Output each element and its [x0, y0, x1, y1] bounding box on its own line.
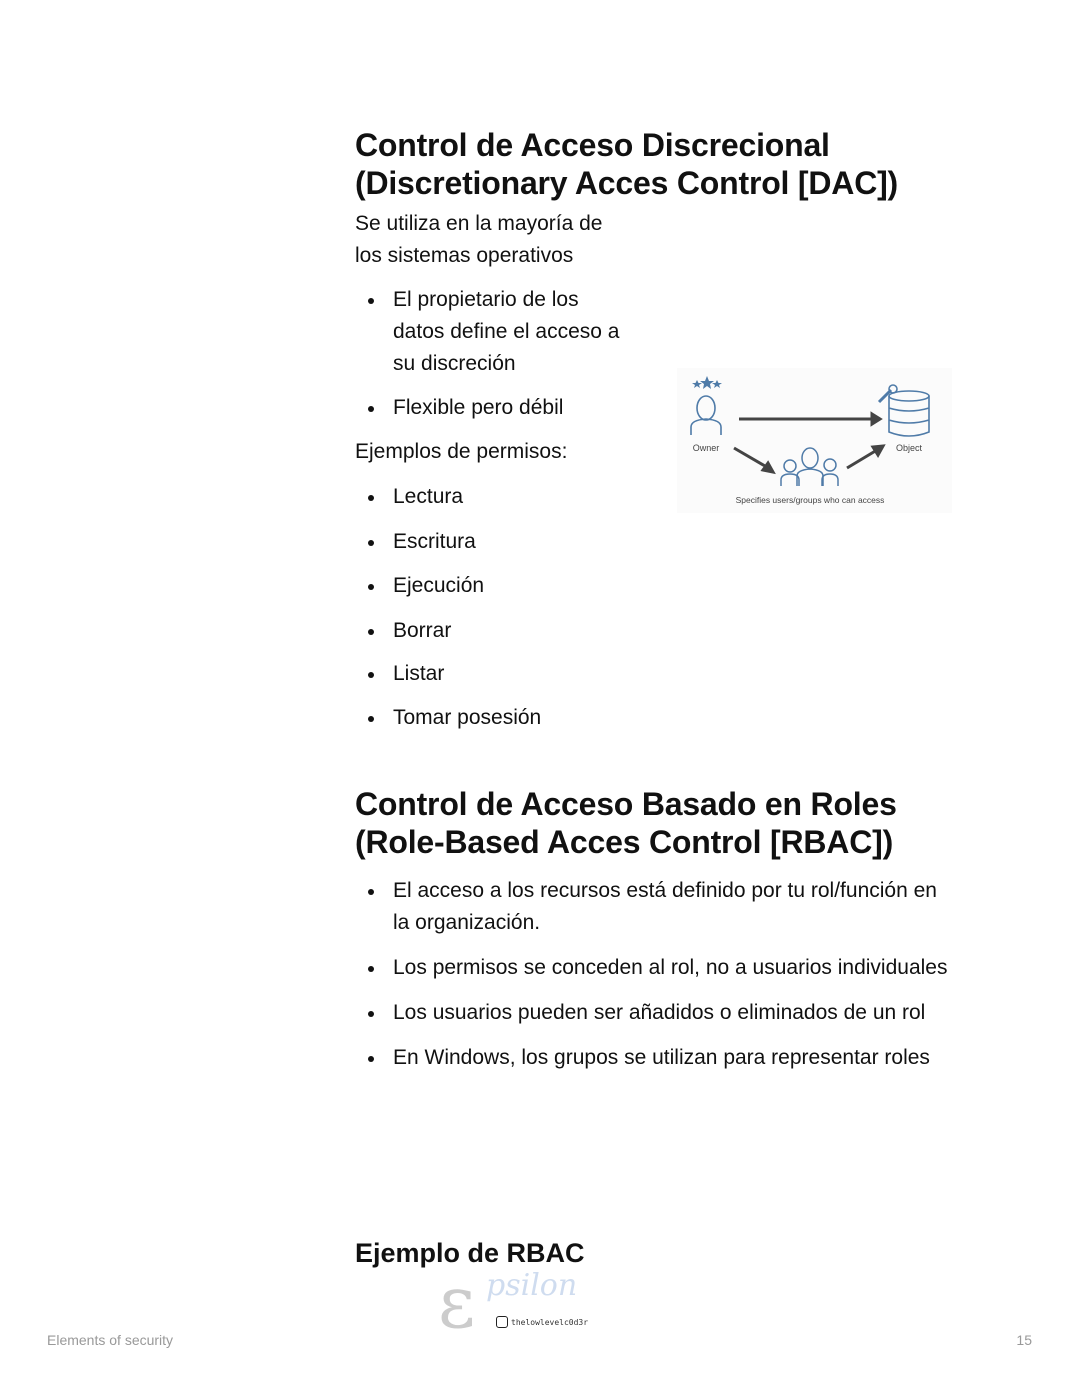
dac-diagram [677, 368, 952, 513]
rbac-title [355, 785, 975, 861]
examples-label: Ejemplos de permisos: [355, 440, 568, 463]
list-item: El propietario de los datos define el acceso a su discreción [355, 284, 630, 380]
list-item: Lectura [355, 481, 975, 513]
page-number: 15 [1016, 1332, 1032, 1348]
dac-title-line2: (Discretionary Acces Control [DAC]) [355, 165, 899, 201]
list-item: Tomar posesión [355, 702, 975, 734]
list-item: El acceso a los recursos está definido por tu rol/función en la organización. [355, 875, 955, 939]
dac-diagram-svg [677, 368, 952, 513]
arrows [734, 414, 883, 472]
list-item: Borrar [355, 615, 975, 647]
rbac-bullets [355, 875, 955, 1074]
dac-bullets [355, 284, 630, 424]
rbac-example-heading: Ejemplo de RBAC [355, 1238, 585, 1268]
stars-icon [692, 376, 722, 389]
watermark-handle-row [496, 1316, 588, 1328]
rbac-section [355, 785, 975, 1074]
rbac-title-line1: Control de Acceso Basado en Roles [355, 786, 897, 822]
object-label: Object [895, 443, 923, 453]
owner-label: Owner [692, 443, 720, 453]
list-item: Flexible pero débil [355, 392, 630, 424]
list-item: Los permisos se conceden al rol, no a usuarios individuales [355, 952, 955, 984]
diagram-caption: Specifies users/groups who can access [735, 495, 885, 505]
instagram-icon [496, 1316, 508, 1328]
permissions-list [355, 481, 975, 734]
list-item: Ejecución [355, 570, 975, 602]
watermark-epsilon-glyph: ε [438, 1260, 476, 1344]
dac-title-line1: Control de Acceso Discrecional [355, 127, 830, 163]
dac-title [355, 126, 975, 202]
list-item: En Windows, los grupos se utilizan para representar roles [355, 1042, 955, 1074]
owner-icon [691, 396, 721, 435]
footer-title: Elements of security [47, 1332, 174, 1348]
watermark [438, 1260, 598, 1344]
watermark-handle: thelowlevelc0d3r [511, 1317, 589, 1327]
dac-intro: Se utiliza en la mayoría de los sistemas operativos [355, 212, 603, 267]
list-item: Los usuarios pueden ser añadidos o eliminados de un rol [355, 997, 955, 1029]
object-database-icon [879, 385, 929, 436]
users-group-icon [781, 448, 838, 486]
watermark-logo: psilon [486, 1268, 578, 1303]
list-item: Escritura [355, 526, 975, 558]
rbac-title-line2: (Role-Based Acces Control [RBAC]) [355, 824, 894, 860]
list-item: Listar [355, 658, 975, 690]
